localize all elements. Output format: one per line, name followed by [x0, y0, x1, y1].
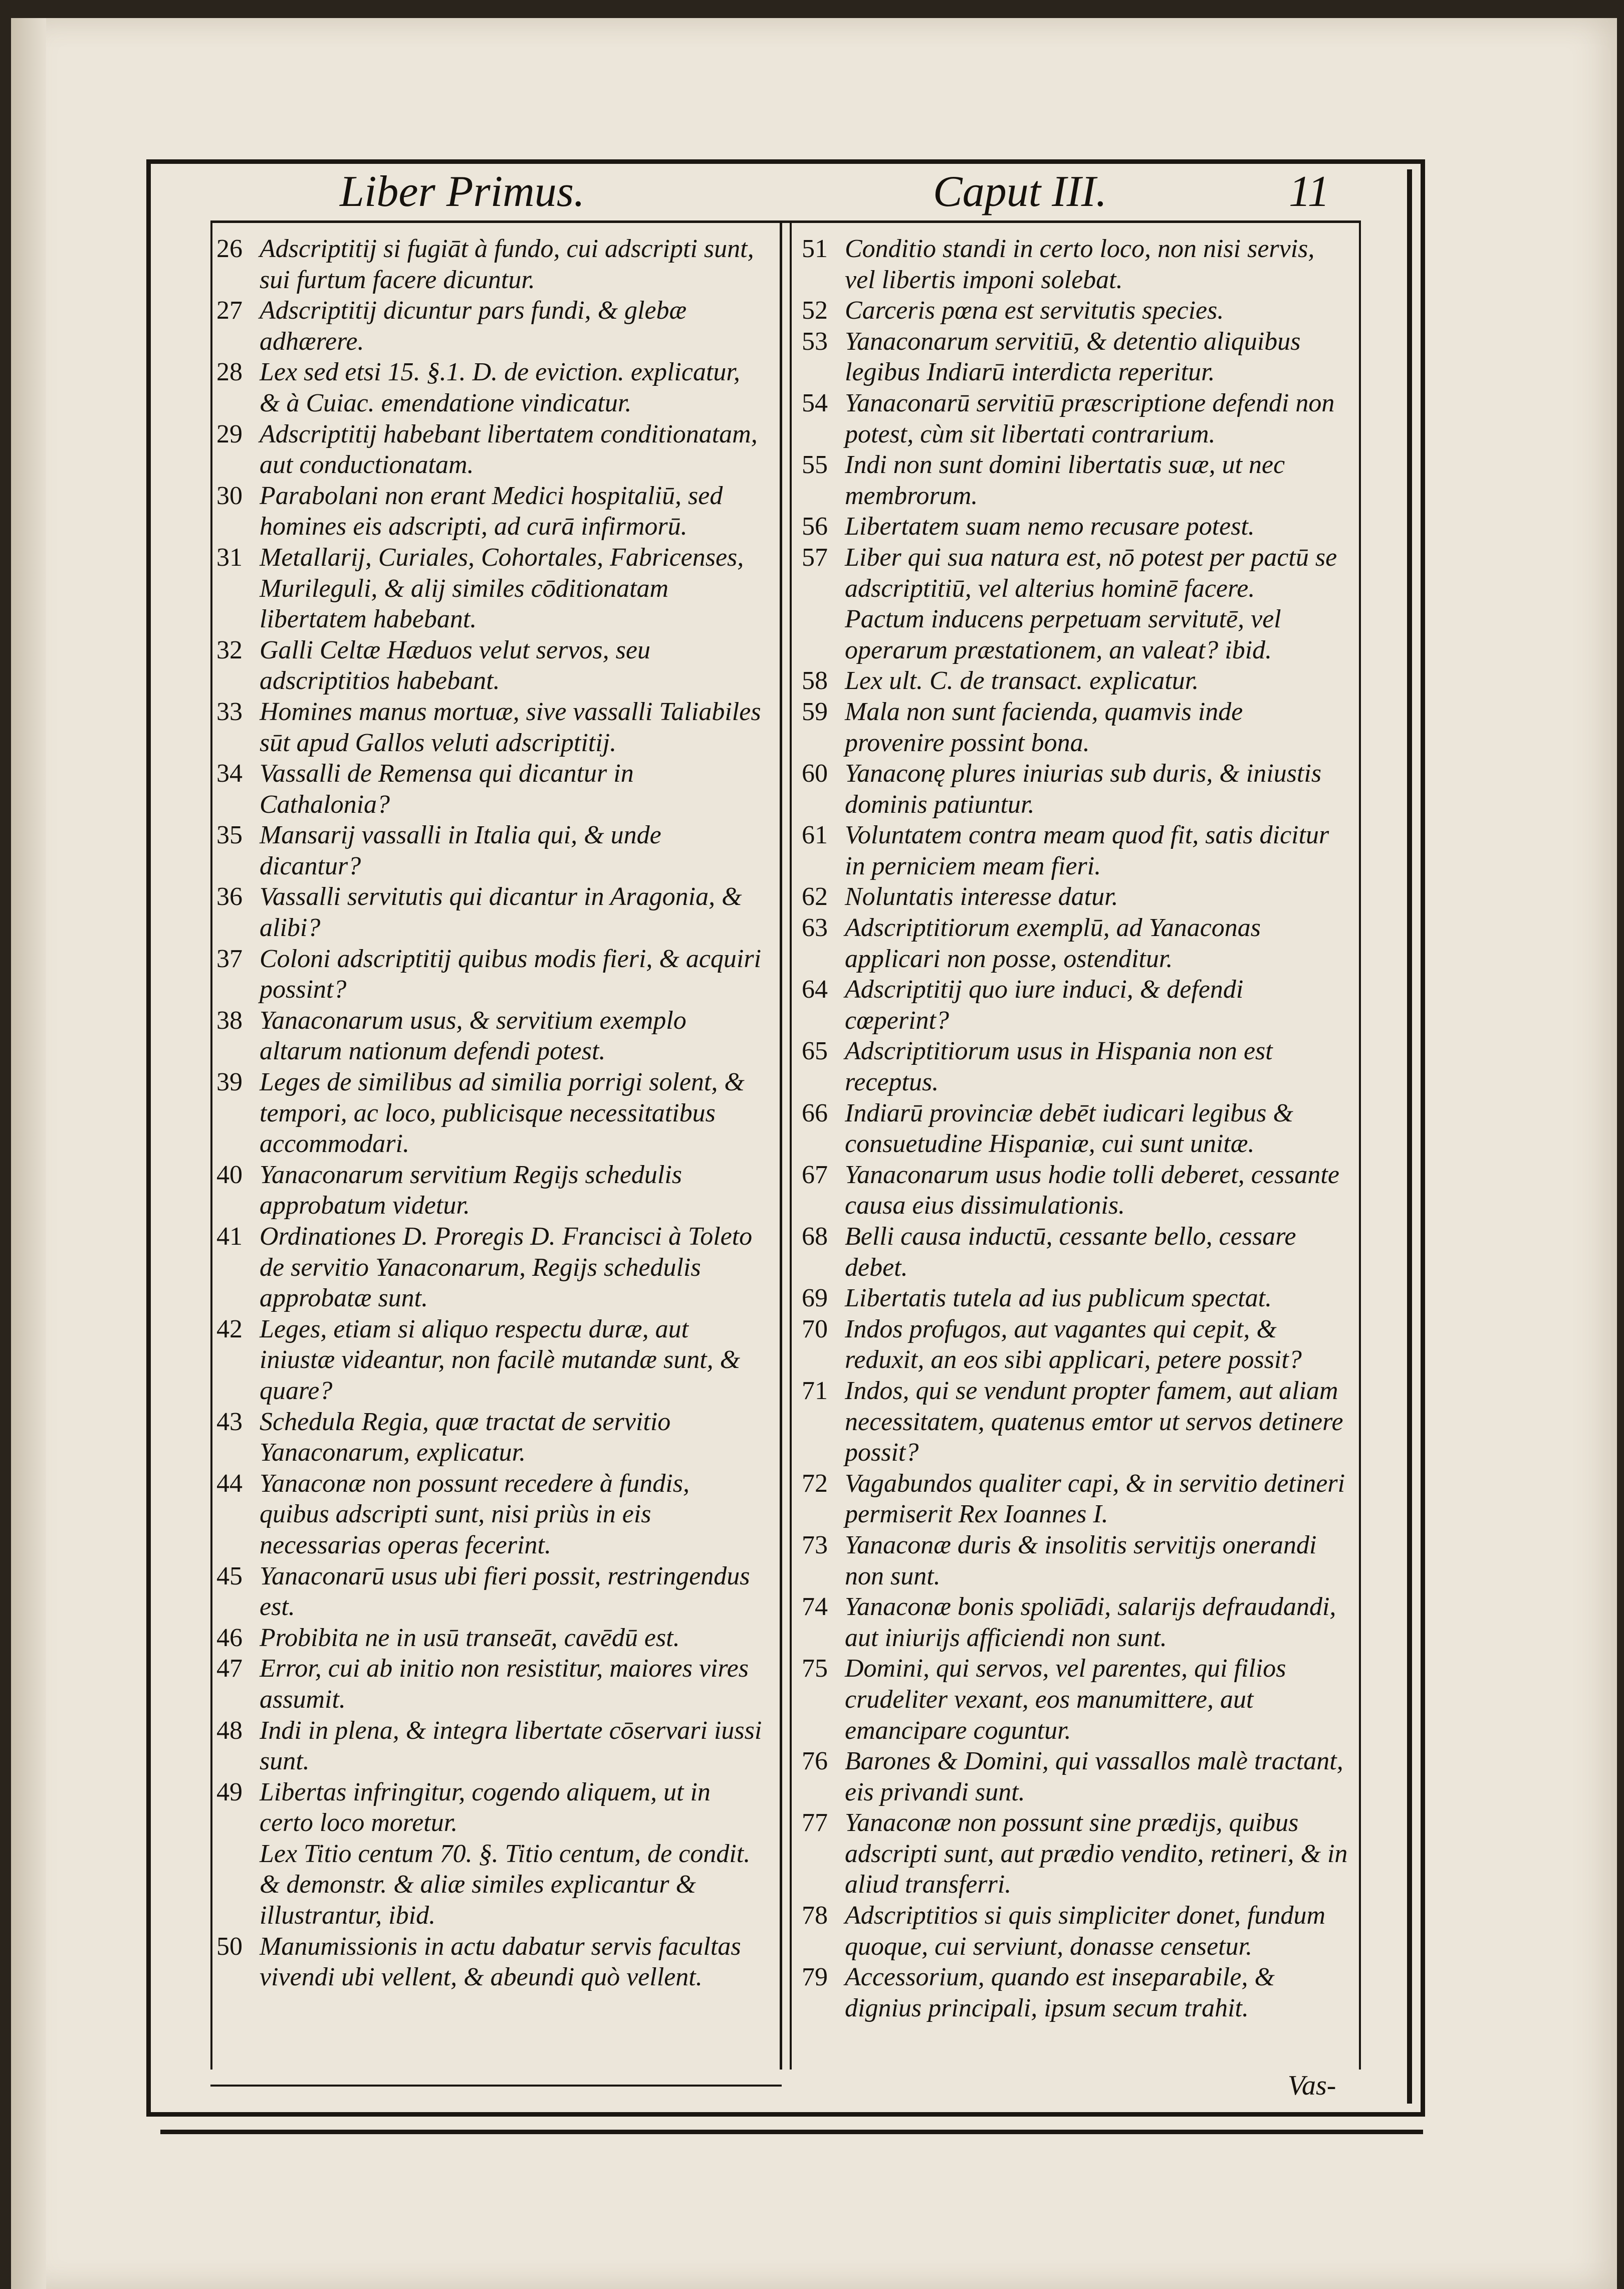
index-entry — [802, 1807, 1348, 1900]
entry-text: Vassalli de Remensa qui dicantur in Cathalonia? — [260, 759, 634, 819]
index-entry — [216, 1221, 763, 1314]
index-entry — [216, 419, 763, 481]
entry-number: 27 — [216, 296, 243, 325]
entry-text: Leges de similibus ad similia porrigi solent, & tempori, ac loco, publicisque necessitatibus accommodari. — [260, 1068, 745, 1159]
index-entry — [802, 1591, 1348, 1653]
entry-text: Adscriptitiorum exemplū, ad Yanaconas applicari non posse, ostenditur. — [845, 913, 1261, 973]
index-entry — [216, 1561, 763, 1623]
entry-text: Lex Titio centum 70. §. Titio centum, de condit. & demonstr. & aliæ similes explicantur & illustrantur, ibid. — [260, 1839, 751, 1930]
entry-number: 72 — [802, 1469, 828, 1498]
index-entry — [802, 1314, 1348, 1376]
entry-number: 28 — [216, 358, 243, 387]
entry-text: Yanaconę plures iniurias sub duris, & iniustis dominis patiuntur. — [845, 759, 1322, 819]
entry-number: 62 — [802, 882, 828, 911]
column-divider-inner — [790, 220, 792, 2070]
index-entry — [802, 295, 1348, 326]
entry-text: Metallarij, Curiales, Cohortales, Fabricenses, Murileguli, & alij similes cōditionatam libertatem habebant. — [260, 543, 744, 634]
entry-text: Pactum inducens perpetuam servitutē, vel operarum præstationem, an valeat? ibid. — [845, 605, 1281, 664]
entry-number: 44 — [216, 1469, 243, 1498]
entry-text: Indi in plena, & integra libertate cōservari iussi sunt. — [260, 1716, 762, 1776]
entry-number: 38 — [216, 1006, 243, 1035]
entry-number: 26 — [216, 235, 243, 263]
chapter-title: Caput III. — [933, 167, 1107, 216]
entry-text: Yanaconæ non possunt sine prædijs, quibus adscripti sunt, aut prædio vendito, retineri, & in aliud transferri. — [845, 1808, 1348, 1899]
entry-text: Probibita ne in usū transeāt, cavēdū est. — [260, 1623, 680, 1652]
entry-text: Error, cui ab initio non resistitur, maiores vires assumit. — [260, 1654, 749, 1714]
index-entry — [216, 1314, 763, 1407]
entry-text: Ordinationes D. Proregis D. Francisci à Toleto de servitio Yanaconarum, Regijs schedulis approbatæ sunt. — [260, 1222, 753, 1313]
entry-text: Lex sed etsi 15. §.1. D. de eviction. explicatur, & à Cuiac. emendatione vindicatur. — [260, 358, 740, 417]
entry-text: Domini, qui servos, vel parentes, qui filios crudeliter vexant, eos manumittere, aut emancipare coguntur. — [845, 1654, 1286, 1745]
entry-number: 34 — [216, 759, 243, 788]
entry-text: Homines manus mortuæ, sive vassalli Taliabiles sūt apud Gallos veluti adscriptitij. — [260, 697, 761, 757]
index-entry — [216, 820, 763, 881]
index-entry — [216, 234, 763, 295]
bottom-rule — [160, 2130, 1423, 2134]
index-entry — [216, 635, 763, 697]
index-entry — [216, 1468, 763, 1561]
entry-text: Galli Celtæ Hæduos velut servos, seu adscriptitios habebant. — [260, 635, 650, 696]
index-entry — [802, 449, 1348, 511]
entry-number: 66 — [802, 1098, 828, 1127]
entry-number: 79 — [802, 1963, 828, 1992]
running-header — [146, 159, 1425, 219]
entry-number: 54 — [802, 388, 828, 417]
entry-number: 46 — [216, 1623, 243, 1652]
index-entry — [216, 944, 763, 1005]
index-entry — [216, 481, 763, 542]
entry-text: Liber qui sua natura est, nō potest per pactū se adscriptitiū, vel alterius hominē facere. — [845, 543, 1337, 603]
entry-number: 60 — [802, 759, 828, 788]
entry-text: Adscriptitij quo iure induci, & defendi cœperint? — [845, 975, 1244, 1035]
entry-text: Parabolani non erant Medici hospitaliū, sed homines eis adscripti, ad curā infirmorū. — [260, 481, 723, 541]
entry-number: 56 — [802, 512, 828, 541]
header-rule — [210, 220, 1361, 223]
entry-number: 69 — [802, 1284, 828, 1313]
entry-text: Adscriptitij habebant libertatem conditionatam, aut conductionatam. — [260, 419, 758, 480]
entry-number: 30 — [216, 481, 243, 510]
entry-text: Libertas infringitur, cogendo aliquem, ut in certo loco moretur. — [260, 1777, 711, 1838]
index-entry — [216, 357, 763, 418]
entry-number: 33 — [216, 697, 243, 726]
entry-number: 51 — [802, 235, 828, 263]
entry-text: Adscriptitios si quis simpliciter donet, fundum quoque, cui serviunt, donasse censetur. — [845, 1901, 1326, 1961]
entry-text: Adscriptitij dicuntur pars fundi, & glebæ adhærere. — [260, 296, 687, 356]
index-entry — [216, 881, 763, 943]
index-entry — [802, 234, 1348, 295]
entry-number: 67 — [802, 1160, 828, 1189]
index-entry — [216, 758, 763, 820]
entry-number: 65 — [802, 1037, 828, 1066]
entry-number: 59 — [802, 697, 828, 726]
right-column — [802, 234, 1348, 2088]
entry-text: Yanaconarum usus hodie tolli deberet, cessante causa eius dissimulationis. — [845, 1160, 1339, 1220]
index-entry — [802, 1221, 1348, 1283]
entry-number: 52 — [802, 296, 828, 325]
entry-number: 70 — [802, 1314, 828, 1343]
entry-number: 57 — [802, 543, 828, 572]
frame-right-rule — [1407, 169, 1412, 2104]
entry-text: Vassalli servitutis qui dicantur in Aragonia, & alibi? — [260, 882, 742, 943]
index-entry — [216, 1623, 763, 1654]
left-inner-rule — [210, 220, 212, 2070]
entry-text: Voluntatem contra meam quod fit, satis dicitur in perniciem meam fieri. — [845, 821, 1329, 880]
index-entry — [802, 1900, 1348, 1962]
entry-text: Adscriptitiorum usus in Hispania non est receptus. — [845, 1037, 1273, 1097]
entry-text: Mala non sunt facienda, quamvis inde provenire possint bona. — [845, 697, 1243, 757]
column-divider — [780, 220, 782, 2070]
index-entry — [216, 1005, 763, 1067]
entry-number: 64 — [802, 975, 828, 1004]
index-entry — [802, 1283, 1348, 1314]
index-entry — [216, 1407, 763, 1468]
entry-number: 63 — [802, 913, 828, 943]
entry-number: 49 — [216, 1777, 243, 1806]
entry-number: 78 — [802, 1901, 828, 1930]
index-entry — [802, 1653, 1348, 1746]
index-entry — [216, 295, 763, 357]
entry-text: Barones & Domini, qui vassallos malè tractant, eis privandi sunt. — [845, 1747, 1343, 1806]
index-entry — [216, 1715, 763, 1777]
entry-number: 29 — [216, 419, 243, 448]
index-entry — [802, 542, 1348, 604]
index-entry — [802, 974, 1348, 1036]
entry-text: Belli causa inductū, cessante bello, cessare debet. — [845, 1222, 1296, 1282]
entry-text: Libertatis tutela ad ius publicum spectat. — [845, 1284, 1272, 1313]
entry-text: Conditio standi in certo loco, non nisi servis, vel libertis imponi solebat. — [845, 235, 1315, 294]
index-entry — [802, 1746, 1348, 1807]
entry-text: Manumissionis in actu dabatur servis facultas vivendi ubi vellent, & abeundi quò vellent. — [260, 1932, 741, 1992]
entry-text: Yanaconæ non possunt recedere à fundis, quibus adscripti sunt, nisi priùs in eis necessarias operas fecerint. — [260, 1469, 689, 1559]
page-gutter — [11, 18, 46, 2289]
right-inner-rule — [1359, 220, 1361, 2070]
index-entry — [802, 1160, 1348, 1221]
entry-number: 71 — [802, 1376, 828, 1405]
entry-text: Mansarij vassalli in Italia qui, & unde dicantur? — [260, 821, 661, 880]
entry-text: Coloni adscriptitij quibus modis fieri, & acquiri possint? — [260, 944, 762, 1004]
index-entry — [802, 511, 1348, 542]
index-entry — [216, 1160, 763, 1221]
entry-number: 43 — [216, 1407, 243, 1436]
entry-text: Indiarū provinciæ debēt iudicari legibus & consuetudine Hispaniæ, cui sunt unitæ. — [845, 1098, 1293, 1159]
entry-number: 77 — [802, 1808, 828, 1838]
entry-text: Indos profugos, aut vagantes qui cepit, & reduxit, an eos sibi applicari, petere possit? — [845, 1314, 1302, 1375]
entry-number: 31 — [216, 543, 243, 572]
entry-number: 35 — [216, 821, 243, 850]
index-entry — [802, 665, 1348, 697]
entry-number: 32 — [216, 635, 243, 664]
entry-text: Yanaconarum servitium Regijs schedulis approbatum videtur. — [260, 1160, 682, 1220]
left-column — [216, 234, 763, 2088]
entry-number: 53 — [802, 327, 828, 356]
entry-number: 55 — [802, 450, 828, 480]
entry-text: Indos, qui se vendunt propter famem, aut aliam necessitatem, quatenus emtor ut servos detinere possit? — [845, 1376, 1343, 1467]
index-entry — [802, 1530, 1348, 1591]
index-entry — [216, 1777, 763, 1839]
entry-number: 41 — [216, 1222, 243, 1251]
catchword: Vas- — [1288, 2070, 1336, 2101]
entry-number: 50 — [216, 1932, 243, 1961]
page-number: 11 — [1289, 167, 1330, 216]
index-entry — [802, 1468, 1348, 1530]
entry-text: Yanaconarū servitiū præscriptione defendi non potest, cùm sit libertati contrarium. — [845, 388, 1335, 448]
index-entry — [216, 1931, 763, 1993]
index-entry — [802, 1036, 1348, 1097]
entry-text: Carceris pœna est servitutis species. — [845, 296, 1224, 325]
index-entry — [802, 388, 1348, 449]
entry-text: Lex ult. C. de transact. explicatur. — [845, 666, 1199, 696]
index-entry — [216, 1839, 763, 1931]
entry-text: Vagabundos qualiter capi, & in servitio detineri permiserit Rex Ioannes I. — [845, 1469, 1345, 1529]
index-entry — [802, 1962, 1348, 2023]
entry-text: Leges, etiam si aliquo respectu duræ, aut iniustæ videantur, non facilè mutandæ sunt, & quare? — [260, 1314, 741, 1405]
index-entry — [802, 881, 1348, 912]
index-entry — [802, 604, 1348, 665]
entry-text: Libertatem suam nemo recusare potest. — [845, 512, 1255, 541]
entry-number: 68 — [802, 1222, 828, 1251]
index-entry — [802, 1376, 1348, 1468]
entry-text: Noluntatis interesse datur. — [845, 882, 1118, 911]
entry-text: Indi non sunt domini libertatis suæ, ut nec membrorum. — [845, 450, 1285, 510]
entry-text: Yanaconæ duris & insolitis servitijs onerandi non sunt. — [845, 1530, 1317, 1590]
entry-number: 61 — [802, 821, 828, 850]
entry-text: Adscriptitij si fugiāt à fundo, cui adscripti sunt, sui furtum facere dicuntur. — [260, 235, 754, 294]
entry-text: Yanaconarum usus, & servitium exemplo altarum nationum defendi potest. — [260, 1006, 686, 1066]
entry-number: 40 — [216, 1160, 243, 1189]
entry-number: 73 — [802, 1530, 828, 1559]
index-entry — [216, 1653, 763, 1715]
entry-text: Schedula Regia, quæ tractat de servitio Yanaconarum, explicatur. — [260, 1407, 671, 1467]
entry-text: Yanaconarū usus ubi fieri possit, restringendus est. — [260, 1561, 750, 1622]
entry-number: 45 — [216, 1561, 243, 1590]
index-entry — [802, 1098, 1348, 1160]
index-entry — [802, 326, 1348, 388]
index-entry — [216, 697, 763, 758]
entry-number: 75 — [802, 1654, 828, 1683]
index-entry — [802, 697, 1348, 758]
entry-number: 47 — [216, 1654, 243, 1683]
entry-number: 42 — [216, 1314, 243, 1343]
index-entry — [802, 912, 1348, 974]
entry-number: 36 — [216, 882, 243, 911]
entry-number: 37 — [216, 944, 243, 973]
entry-number: 74 — [802, 1592, 828, 1622]
book-title: Liber Primus. — [340, 167, 585, 216]
entry-text: Yanaconæ bonis spoliādi, salarijs defraudandi, aut iniurijs afficiendi non sunt. — [845, 1592, 1336, 1652]
index-entry — [802, 820, 1348, 881]
entry-number: 76 — [802, 1747, 828, 1776]
entry-number: 58 — [802, 666, 828, 696]
entry-number: 39 — [216, 1068, 243, 1097]
index-entry — [216, 542, 763, 635]
entry-text: Accessorium, quando est inseparabile, & dignius principali, ipsum secum trahit. — [845, 1963, 1275, 2022]
entry-text: Yanaconarum servitiū, & detentio aliquibus legibus Indiarū interdicta reperitur. — [845, 327, 1301, 387]
index-entry — [216, 1067, 763, 1160]
entry-number: 48 — [216, 1716, 243, 1745]
index-entry — [802, 758, 1348, 820]
